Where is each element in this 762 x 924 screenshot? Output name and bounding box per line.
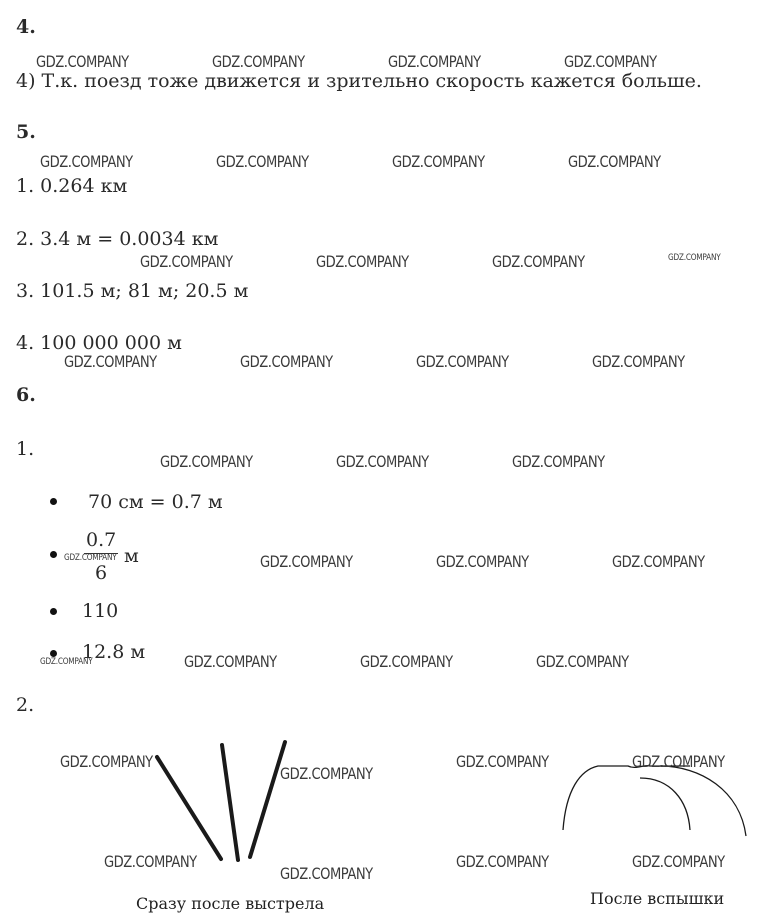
watermark: GDZ.COMPANY: [568, 152, 661, 171]
watermark: GDZ.COMPANY: [60, 752, 153, 771]
watermark: GDZ.COMPANY: [632, 852, 725, 871]
watermark: GDZ.COMPANY: [592, 352, 685, 371]
watermark: GDZ.COMPANY: [212, 52, 305, 71]
bullet-marker: [50, 608, 57, 615]
section-5-heading: 5.: [16, 121, 36, 143]
bullet-marker: [50, 551, 57, 558]
watermark: GDZ.COMPANY: [456, 752, 549, 771]
watermark: GDZ.COMPANY: [316, 252, 409, 271]
watermark: GDZ.COMPANY: [612, 552, 705, 571]
section-4-answer: 4) Т.к. поезд тоже движется и зрительно скорость кажется больше.: [16, 70, 702, 92]
watermark: GDZ.COMPANY: [512, 452, 605, 471]
bullet-item-4: 12.8 м: [82, 641, 146, 663]
watermark: GDZ.COMPANY: [456, 852, 549, 871]
watermark: GDZ.COMPANY: [392, 152, 485, 171]
watermark: GDZ.COMPANY: [40, 152, 133, 171]
bullet-item-3: 110: [82, 600, 119, 622]
watermark: GDZ.COMPANY: [668, 253, 721, 263]
section-6-heading: 6.: [16, 384, 36, 406]
shot-line-right: [250, 742, 285, 857]
section-5-item-4: 4. 100 000 000 м: [16, 332, 182, 354]
bullet-marker: [50, 498, 57, 505]
watermark: GDZ.COMPANY: [336, 452, 429, 471]
watermark: GDZ.COMPANY: [280, 864, 373, 883]
caption-right: После вспышки: [590, 889, 725, 908]
caption-left: Сразу после выстрела: [136, 894, 325, 913]
fraction-numerator: 0.7: [86, 529, 117, 551]
watermark: GDZ.COMPANY: [40, 657, 93, 667]
section-5-item-2: 2. 3.4 м = 0.0034 км: [16, 228, 219, 250]
watermark: GDZ.COMPANY: [184, 652, 277, 671]
watermark: GDZ.COMPANY: [436, 552, 529, 571]
watermark: GDZ.COMPANY: [536, 652, 629, 671]
watermark: GDZ.COMPANY: [360, 652, 453, 671]
watermark: GDZ.COMPANY: [388, 52, 481, 71]
section-5-item-3: 3. 101.5 м; 81 м; 20.5 м: [16, 280, 249, 302]
shot-line-left: [157, 757, 221, 859]
fraction-denominator: 6: [95, 562, 108, 584]
watermark: GDZ.COMPANY: [36, 52, 129, 71]
watermark: GDZ.COMPANY: [104, 852, 197, 871]
section-4-heading: 4.: [16, 16, 36, 38]
shot-line-middle: [222, 745, 238, 860]
watermark: GDZ.COMPANY: [64, 553, 117, 563]
flash-arc-left: [563, 766, 690, 830]
watermark: GDZ.COMPANY: [160, 452, 253, 471]
flash-arc-outer: [660, 766, 746, 836]
bullet-item-1: 70 см = 0.7 м: [88, 491, 223, 513]
section-5-item-1: 1. 0.264 км: [16, 175, 128, 197]
watermark: GDZ.COMPANY: [564, 52, 657, 71]
watermark: GDZ.COMPANY: [216, 152, 309, 171]
fraction-unit: м: [124, 545, 139, 567]
section-6-part-1-label: 1.: [16, 438, 35, 460]
watermark: GDZ.COMPANY: [416, 352, 509, 371]
bullet-marker: [50, 650, 57, 657]
flash-arc-inner: [640, 778, 690, 830]
watermark: GDZ.COMPANY: [140, 252, 233, 271]
watermark: GDZ.COMPANY: [260, 552, 353, 571]
watermark: GDZ.COMPANY: [280, 764, 373, 783]
shot-lines: [157, 742, 285, 860]
watermark: GDZ.COMPANY: [492, 252, 585, 271]
watermark: GDZ.COMPANY: [64, 352, 157, 371]
flash-arcs: [563, 766, 746, 836]
watermark: GDZ.COMPANY: [240, 352, 333, 371]
section-6-part-2-label: 2.: [16, 694, 35, 716]
watermark: GDZ.COMPANY: [632, 752, 725, 771]
